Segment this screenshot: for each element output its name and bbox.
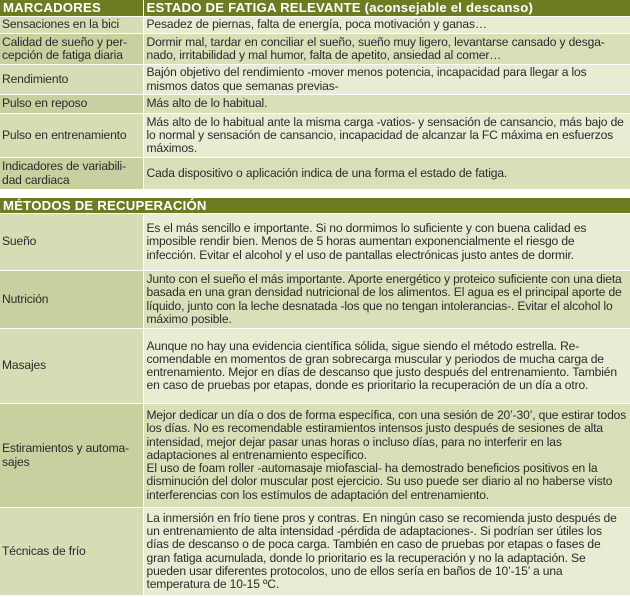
row-text: Es el más sencillo e importante. Si no dormimos lo suficiente y con buena calidad es imposible rendir bien. Menos de 5 horas aumentan exponencialmente el riesgo de infección. Evitar el alcohol y el uso de pantallas electrónicas justo antes de dormir. <box>143 214 630 271</box>
row-label: Sensaciones en la bici <box>0 17 143 34</box>
table-row <box>0 158 630 190</box>
row-text-group <box>143 404 630 508</box>
row-label: Rendimiento <box>0 65 143 95</box>
row-label: Estiramientos y automa-sajes <box>0 404 143 508</box>
row-text: Mejor dedicar un día o dos de forma específica, con una sesión de 20’-30’, que estirar todos los días. No es recomendable estiramientos intensos justo después de sesiones de alta intensidad, mejor dejar pasar unas horas o incluso días, para no interferir en las adaptaciones al entrenamiento específico. <box>146 408 627 462</box>
table-row <box>0 271 630 329</box>
row-text: Junto con el sueño el más importante. Aporte energético y proteico suficiente con una dieta basada en una gran densidad nutricional de los alimentos. El agua es el principal aporte de líquido, junto con la leche desnatada -los que no tengan intolerancias-. Evitar el alcohol lo máximo posible. <box>143 271 630 329</box>
row-text: Bajón objetivo del rendimiento -mover menos potencia, incapacidad para llegar a los mismos datos que semanas previas- <box>143 65 630 95</box>
markers-header-label: MARCADORES <box>0 0 143 17</box>
row-label: Indicadores de variabili-dad cardiaca <box>0 158 143 190</box>
recovery-header-row <box>0 198 630 214</box>
row-text: Dormir mal, tardar en conciliar el sueño, sueño muy ligero, levantarse cansado y desga-nado, irritabilidad y mal humor, falta de apetito, ansiedad al comer… <box>143 34 630 65</box>
table-row <box>0 329 630 404</box>
row-text: Aunque no hay una evidencia científica sólida, sigue siendo el método estrella. Re-comendable en momentos de gran sobrecarga muscular y periodos de mucha carga de entrenamiento. Mejor en días de descanso que justo después del entrenamiento. También en caso de pruebas por etapas, donde es prioritario la recuperación de un día a otro. <box>143 329 630 404</box>
row-text: Más alto de lo habitual. <box>143 95 630 114</box>
row-text: La inmersión en frío tiene pros y contras. En ningún caso se recomienda justo después de un entrenamiento de alta intensidad -pérdida de adaptaciones-. Si podrían ser útiles los días de descanso o de poca carga. También en caso de pruebas por etapas o fases de gran fatiga acumulada, donde lo prioritario es la recuperación y no la adaptación. Se pueden usar diferentes protocolos, uno de ellos sería en baños de 10’-15’ a una temperatura de 10-15 ºC. <box>143 508 630 596</box>
recovery-table <box>0 198 630 596</box>
row-label: Sueño <box>0 214 143 271</box>
row-label: Pulso en entrenamiento <box>0 114 143 158</box>
table-row <box>0 17 630 34</box>
row-label: Masajes <box>0 329 143 404</box>
markers-table <box>0 0 630 190</box>
table-row <box>0 65 630 95</box>
table-row <box>0 95 630 114</box>
table-row <box>0 214 630 271</box>
table-row <box>0 508 630 596</box>
row-label: Pulso en reposo <box>0 95 143 114</box>
table-row <box>0 114 630 158</box>
row-text: Pesadez de piernas, falta de energía, poca motivación y ganas… <box>143 17 630 34</box>
row-text: Cada dispositivo o aplicación indica de una forma el estado de fatiga. <box>143 158 630 190</box>
fatigue-header-label: ESTADO DE FATIGA RELEVANTE (aconsejable el descanso) <box>143 0 630 17</box>
row-label: Técnicas de frío <box>0 508 143 596</box>
row-label: Nutrición <box>0 271 143 329</box>
row-label: Calidad de sueño y per-cepción de fatiga diaria <box>0 34 143 65</box>
row-text-second: El uso de foam roller -automasaje miofascial- ha demostrado beneficios positivos en la disminución del dolor muscular post ejercicio. Su uso puede ser diario al no haberse visto interferencias con los estímulos de adaptación del entrenamiento. <box>146 461 613 502</box>
markers-header-row <box>0 0 630 17</box>
table-row <box>0 34 630 65</box>
section-spacer <box>0 190 630 198</box>
row-text: Más alto de lo habitual ante la misma carga -vatios- y sensación de cansancio, más bajo de lo normal y sensación de cansancio, incapacidad de alcanzar la FC máxima en esfuerzos máximos. <box>143 114 630 158</box>
table-row <box>0 404 630 508</box>
recovery-header-label: MÉTODOS DE RECUPERACIÓN <box>0 198 630 214</box>
